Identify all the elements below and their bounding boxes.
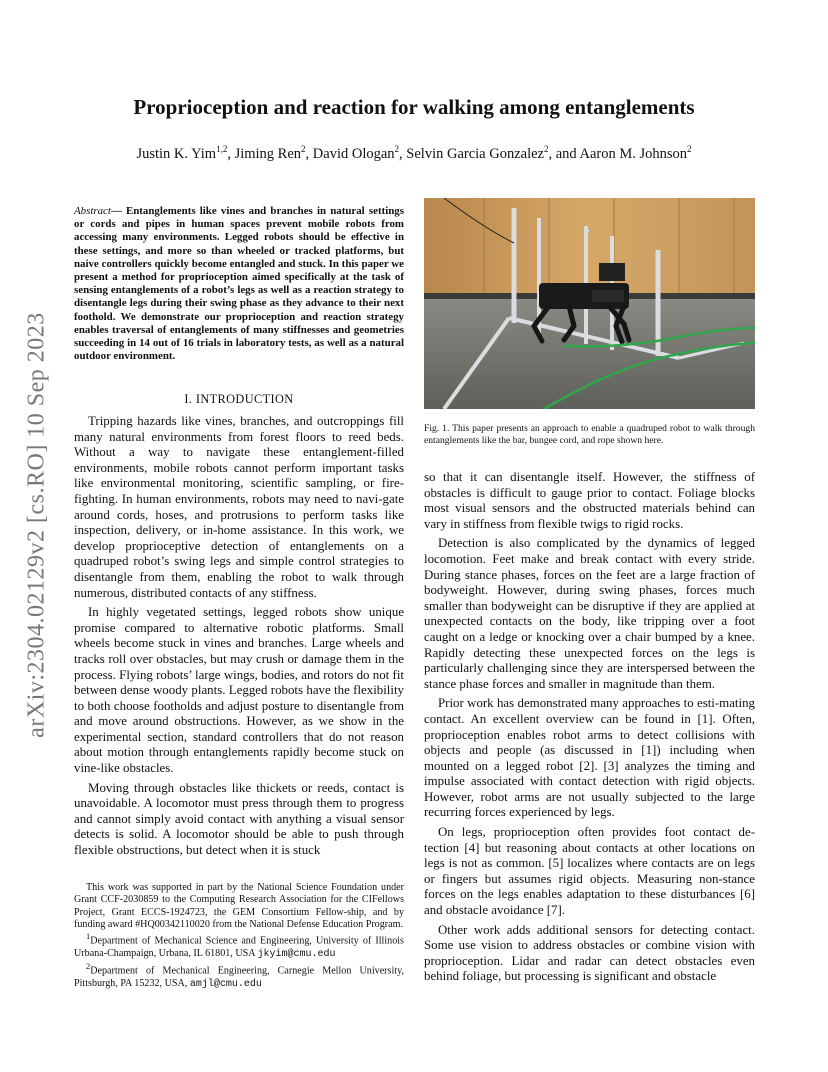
abstract-text: — Entanglements like vines and branches in natural settings or cords and pipes in human spaces prevent mobile robots from accessing many environments. Legged robots should be effective in these settings, and more so than wheeled or tracked platforms, but naive controllers quickly become entangled and stuck. In this paper we present a method for proprioception aimed specifically at the task of sensing entanglements of a robot’s legs as well as a reaction strategy to disentangle legs during their swing phase as they advance to their next foothold. We demonstrate our proprioception and reaction strategy enables traversal of entanglements of many stiffnesses and geometries succeeding in 14 out of 16 trials in laboratory tests, as well as a natural outdoor environment. [74, 205, 404, 363]
author: Aaron M. Johnson [579, 145, 688, 162]
paragraph: Moving through obstacles like thickets or reeds, contact is unavoidable. A locomotor must press through them to progress and cannot simply avoid contact with anything a visual sensor detects is solid. A locomotor should be able to push through flexible obstructions, but detect when it is stuck [74, 780, 404, 858]
author-affiliation: 2 [687, 144, 692, 154]
author-separator: , and [548, 145, 580, 162]
author-affiliation: 2 [543, 144, 549, 154]
author-separator: , [305, 145, 313, 162]
paragraph: Prior work has demonstrated many approaches to esti-mating contact. An excellent overview can be found in [1]. Often, proprioception enables robot arms to detect collisions with objects and people (as discussed in [1]) including when mounted on a legged robot [2]. [3] analyzes the timing and impulse associated with contact detection with rigid objects. However, robot arms are not usually subjected to the large recurring forces experienced by legs. [424, 696, 755, 820]
affiliation-footnote [74, 931, 404, 961]
author-list [0, 144, 828, 163]
author-separator: , [227, 145, 235, 162]
email-link[interactable]: amjl@cmu.edu [189, 978, 262, 990]
author-affiliation: 2 [394, 144, 400, 154]
author-affiliation: 1,2 [216, 144, 228, 154]
footnote-text: This work was supported in part by the National Science Foundation under Grant CCF-2030859 to the Computing Research Association for the CIFellows Project, Grant ECCS-1924723, the GEM Consortium Fellow-ship, and by funding award #HQ00342110020 from the National Defense Education Program. [74, 882, 404, 930]
abstract-label: Abstract [74, 205, 111, 217]
author-affiliation: 2 [301, 144, 306, 154]
footnote-text: Department of Mechanical Engineering, Carnegie Mellon University, Pittsburgh, PA 15232, USA, [74, 965, 404, 989]
funding-footnote [74, 882, 404, 931]
arxiv-identifier: arXiv:2304.02129v2 [cs.RO] 10 Sep 2023 [23, 312, 50, 738]
wall [424, 198, 755, 293]
figure-caption: Fig. 1. This paper presents an approach to enable a quadruped robot to walk through entanglements like the bar, bungee cord, and rope shown here. [424, 423, 755, 446]
paragraph: so that it can disentangle itself. However, the stiffness of obstacles is difficult to gauge prior to contact. Foliage blocks most visual sensors and the obstructed materials behind can vary in stiffness from flexible twigs to rigid rocks. [424, 470, 755, 531]
footnote-marker: 1 [86, 932, 91, 942]
author: David Ologan [312, 145, 395, 162]
paragraph: Tripping hazards like vines, branches, and outcroppings fill many natural environments from forest floors to reed beds. Without a way to navigate these entanglement-filled environments, mobile robots cannot perform important tasks like environmental monitoring, scientific sampling, or fire-fighting. In human environments, robots may need to navi-gate around cords, hoses, and protrusions to perform tasks like inspection, delivery, or in-home assistance. In this work, we develop proprioceptive detection of entanglements on a quadruped robot’s swing legs and simple control strategies to disentangle from them, enabling the robot to walk through numerous, distributed contacts of any stiffness. [74, 414, 404, 600]
arxiv-sidebar [22, 290, 52, 760]
author-separator: , [399, 145, 407, 162]
footnote-marker: 2 [86, 962, 91, 972]
left-column-body [74, 414, 404, 863]
abstract [74, 205, 404, 363]
section-heading: I. INTRODUCTION [184, 392, 294, 406]
paragraph: On legs, proprioception often provides foot contact de-tection [4] but reasoning about contacts at other locations on legs is not as common. [5] localizes where contacts are on legs or fingers but assumes rigid objects. Measuring non-stance forces on the legs enables adaptation to these disturbances [6] and obstacle avoidance [7]. [424, 825, 755, 918]
email-link[interactable]: jkyim@cmu.edu [257, 948, 336, 960]
author: Jiming Ren [234, 145, 302, 162]
footnote-text: Department of Mechanical Science and Engineering, University of Illinois Urbana-Champaign, Urbana, IL 61801, USA [74, 935, 404, 959]
paragraph: Detection is also complicated by the dynamics of legged locomotion. Feet make and break contact with every stride. During stance phases, forces on the feet are a large fraction of bodyweight. However, during swing phases, forces much smaller than bodyweight can be disruptive if they are applied at unexpected contacts on the body, like tripping over a foot caught on a ledge or knocking over a chair bumped by a knee. Rapidly detecting these unexpected forces on the legs is particularly challenging since they are interspersed between the stance phase forces and smaller in magnitude than them. [424, 536, 755, 691]
paragraph: Other work adds additional sensors for detecting contact. Some use vision to address obstacles or combine vision with proprioception. Lidar and radar can detect obstacles even behind foliage, but processing is significant and obstacle [424, 922, 755, 984]
footnotes [74, 882, 404, 991]
floor [424, 299, 755, 409]
paper-title: Proprioception and reaction for walking among entanglements [133, 95, 695, 119]
author: Selvin Garcia Gonzalez [406, 145, 544, 162]
affiliation-footnote [74, 961, 404, 991]
author: Justin K. Yim [136, 145, 217, 162]
paragraph: In highly vegetated settings, legged robots show unique promise compared to alternative robotic platforms. Small wheels become stuck in vines and branches. Large wheels and tracks roll over obstacles, but may crush or damage them in the process. Flying robots’ large wings, bodies, and rotors do not fit between dense woody plants. Legged robots have the flexibility to both choose footholds and adjust posture to disentangle from and move around obstructions. However, as we show in the experimental section, standard controllers that do not reason about motion through entanglements rapidly become stuck on vine-like obstacles. [74, 605, 404, 776]
robot-photo-illustration [424, 198, 755, 409]
right-column-body [424, 470, 755, 989]
figure-robot-photo [424, 198, 755, 409]
